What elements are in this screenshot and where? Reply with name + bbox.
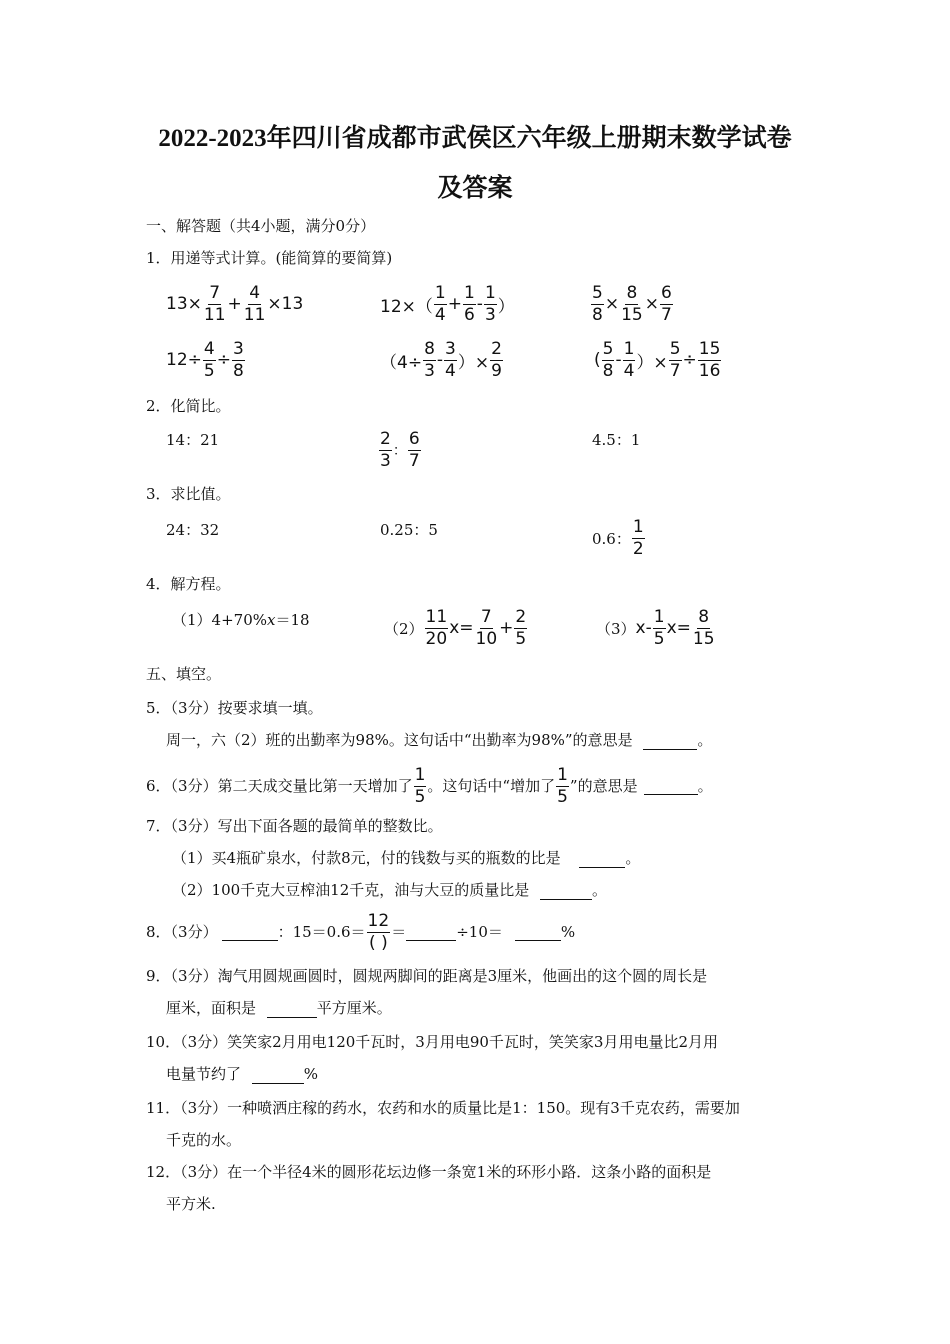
answer-blank[interactable] (515, 924, 561, 941)
equation-3: （3） x- $\frac{1}{5}$ x= $\frac{8}{15}$ (596, 606, 715, 649)
question-9-cont: 厘米，面积是 平方厘米。 (166, 999, 392, 1017)
equation-2: （2） $\frac{11}{20}$ x= $\frac{7}{10}$ + $\frac{2}{5}$ (384, 606, 527, 649)
question-10: 10．（3分）笑笑家2月用电120千瓦时，3月用电90千瓦时，笑笑家3月用电量比2月用 (146, 1033, 719, 1051)
expression-5: （4÷ $\frac{8}{3}$ - $\frac{3}{4}$ ）× $\frac{2}{9}$ (380, 338, 502, 381)
answer-blank[interactable] (643, 733, 697, 750)
expression-6: ( $\frac{5}{8}$ - $\frac{1}{4}$ ）× $\frac{5}{7}$ ÷ $\frac{15}{16}$ (594, 338, 721, 381)
value-b: 0.25：5 (380, 521, 438, 539)
ratio-b: $\frac{2}{3}$ ： $\frac{6}{7}$ (380, 428, 420, 471)
question-11-cont: 千克的水。 (166, 1131, 242, 1149)
equation-1: （1）4+70%x＝18 (172, 611, 310, 629)
question-7: 7．（3分）写出下面各题的最简单的整数比。 (146, 817, 443, 835)
question-12: 12．（3分）在一个半径4米的圆形花坛边修一条宽1米的环形小路．这条小路的面积是 (146, 1163, 712, 1181)
expression-1: 13× $\frac{7}{11}$ + $\frac{4}{11}$ ×13 (166, 282, 304, 325)
exam-title-line2: 及答案 (437, 175, 513, 202)
exam-title: 2022-2023年四川省成都市武侯区六年级上册期末数学试卷 (158, 125, 792, 152)
answer-blank[interactable] (406, 924, 456, 941)
answer-blank[interactable] (579, 851, 625, 868)
answer-blank[interactable] (267, 1001, 317, 1018)
value-a: 24：32 (166, 521, 220, 539)
question-9: 9．（3分）淘气用圆规画圆时，圆规两脚间的距离是3厘米，他画出的这个圆的周长是 (146, 967, 708, 985)
question-6: 6．（3分）第二天成交量比第一天增加了 $\frac{1}{5}$ 。这句话中“增加了 $\frac{1}{5}$ ”的意思是 。 (146, 764, 713, 807)
question-3: 3．求比值。 (146, 485, 231, 503)
question-8: 8．（3分） ：15＝0.6＝ $\frac{12}{( )}$ ＝ ÷10＝ % (146, 910, 576, 953)
question-11: 11．（3分）一种喷洒庄稼的药水，农药和水的质量比是1：150。现有3千克农药，需要加 (146, 1099, 740, 1117)
expression-2: 12×（ $\frac{1}{4}$ + $\frac{1}{6}$ - $\frac{1}{3}$ ） (380, 282, 515, 325)
question-7-part-1: （1）买4瓶矿泉水，付款8元，付的钱数与买的瓶数的比是 。 (172, 849, 641, 867)
question-1: 1．用递等式计算。(能简算的要简算) (146, 249, 393, 267)
question-4: 4．解方程。 (146, 575, 231, 593)
ratio-a: 14：21 (166, 431, 220, 449)
expression-3: $\frac{5}{8}$ × $\frac{8}{15}$ × $\frac{6}{7}$ (592, 282, 672, 325)
question-5-body: 周一，六（2）班的出勤率为98%。这句话中“出勤率为98%”的意思是 。 (166, 731, 713, 749)
question-7-part-2: （2）100千克大豆榨油12千克，油与大豆的质量比是 。 (172, 881, 608, 899)
answer-blank[interactable] (252, 1067, 304, 1084)
section-heading: 一、解答题（共4小题，满分0分） (146, 217, 376, 235)
value-c: 0.6： $\frac{1}{2}$ (592, 516, 644, 559)
question-2: 2．化简比。 (146, 397, 231, 415)
question-10-cont: 电量节约了 % (166, 1065, 319, 1083)
question-12-cont: 平方米. (166, 1195, 216, 1213)
expression-4: 12÷ $\frac{4}{5}$ ÷ $\frac{3}{8}$ (166, 338, 244, 381)
section-heading-5: 五、填空。 (146, 665, 222, 683)
question-5: 5．（3分）按要求填一填。 (146, 699, 323, 717)
answer-blank[interactable] (644, 778, 698, 795)
ratio-c: 4.5：1 (592, 431, 641, 449)
answer-blank[interactable] (540, 883, 592, 900)
answer-blank[interactable] (222, 924, 278, 941)
